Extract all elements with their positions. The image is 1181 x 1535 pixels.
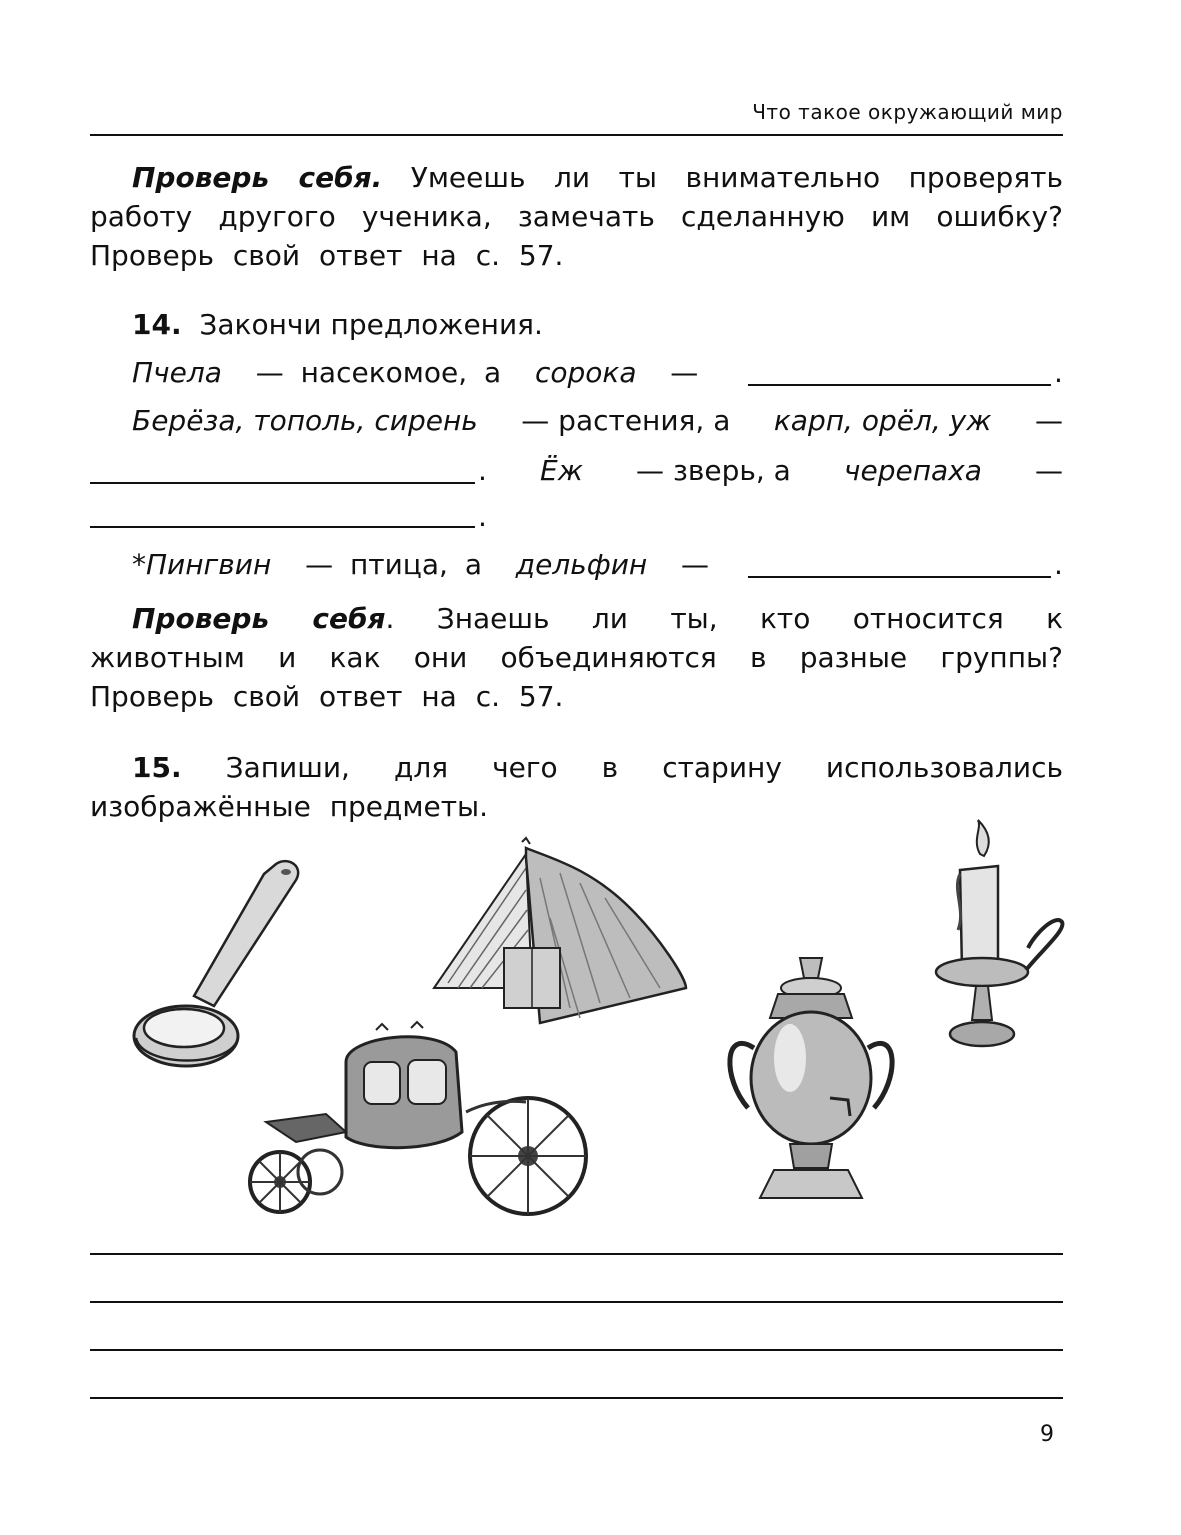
answer-blank-2[interactable]	[90, 482, 475, 484]
word-magpie: сорока	[534, 356, 637, 389]
word-turtle: черепаха	[843, 454, 982, 487]
answer-blank-3[interactable]	[90, 526, 475, 528]
words-animals: карп, орёл, уж	[773, 404, 992, 437]
sentence-3-middle: — зверь, а	[636, 454, 791, 487]
sentence-2-middle: — растения, а	[521, 404, 731, 437]
check-label: Проверь себя	[132, 602, 386, 635]
candle-icon	[932, 820, 1067, 1055]
answer-line-4[interactable]	[90, 1397, 1063, 1399]
check-text: Умеешь ли ты внимательно проверять работу другого ученика, замечать сделанную им ошибку? Проверь свой ответ на с. 57.	[90, 161, 1063, 272]
word-bee: Пчела	[132, 356, 222, 389]
period: .	[478, 454, 487, 487]
check-yourself-2	[90, 599, 1063, 716]
running-header: Что такое окружающий мир	[752, 100, 1063, 124]
sentence-3	[478, 454, 1063, 487]
task-14-heading	[132, 308, 543, 341]
carriage-icon	[236, 1022, 596, 1222]
sentence-4	[132, 548, 709, 581]
hut-icon	[430, 838, 690, 1028]
check-label: Проверь себя	[132, 161, 372, 194]
answer-line-2[interactable]	[90, 1301, 1063, 1303]
dash: —	[670, 356, 699, 389]
header-divider	[90, 134, 1063, 136]
dash: —	[681, 548, 710, 581]
task-text: Запиши, для чего в старину использовались изображённые предметы.	[90, 751, 1064, 823]
sentence-3-end: .	[478, 500, 487, 533]
task-number: 14.	[132, 308, 182, 341]
word-dolphin: дельфин	[515, 548, 648, 581]
sentence-1-end: .	[1054, 356, 1063, 389]
dash: —	[1035, 454, 1063, 487]
samovar-icon	[718, 948, 904, 1218]
page-number: 9	[1040, 1422, 1054, 1447]
task-title: Закончи предложения.	[199, 308, 543, 341]
answer-blank-1[interactable]	[748, 384, 1051, 386]
answer-blank-4[interactable]	[748, 576, 1051, 578]
word-hedgehog: Ёж	[540, 454, 583, 487]
word-penguin: Пингвин	[146, 548, 272, 581]
check-text: Знаешь ли ты, кто относится к животным и как они объединяются в разные группы? Проверь свой ответ на с. 57.	[90, 602, 1063, 713]
sentence-4-end: .	[1054, 548, 1063, 581]
dash: —	[1034, 404, 1063, 437]
sentence-1-middle: — насекомое, а	[255, 356, 502, 389]
check-dot: .	[385, 602, 395, 635]
answer-line-3[interactable]	[90, 1349, 1063, 1351]
check-dot: .	[371, 161, 383, 194]
sentence-2	[132, 404, 1063, 437]
check-yourself-1	[90, 158, 1063, 275]
answer-line-1[interactable]	[90, 1253, 1063, 1255]
sentence-1	[132, 356, 698, 389]
task-number: 15.	[132, 751, 182, 784]
task-15	[90, 748, 1063, 826]
asterisk: *	[132, 548, 146, 581]
words-plants: Берёза, тополь, сирень	[132, 404, 478, 437]
sentence-4-middle: — птица, а	[305, 548, 482, 581]
